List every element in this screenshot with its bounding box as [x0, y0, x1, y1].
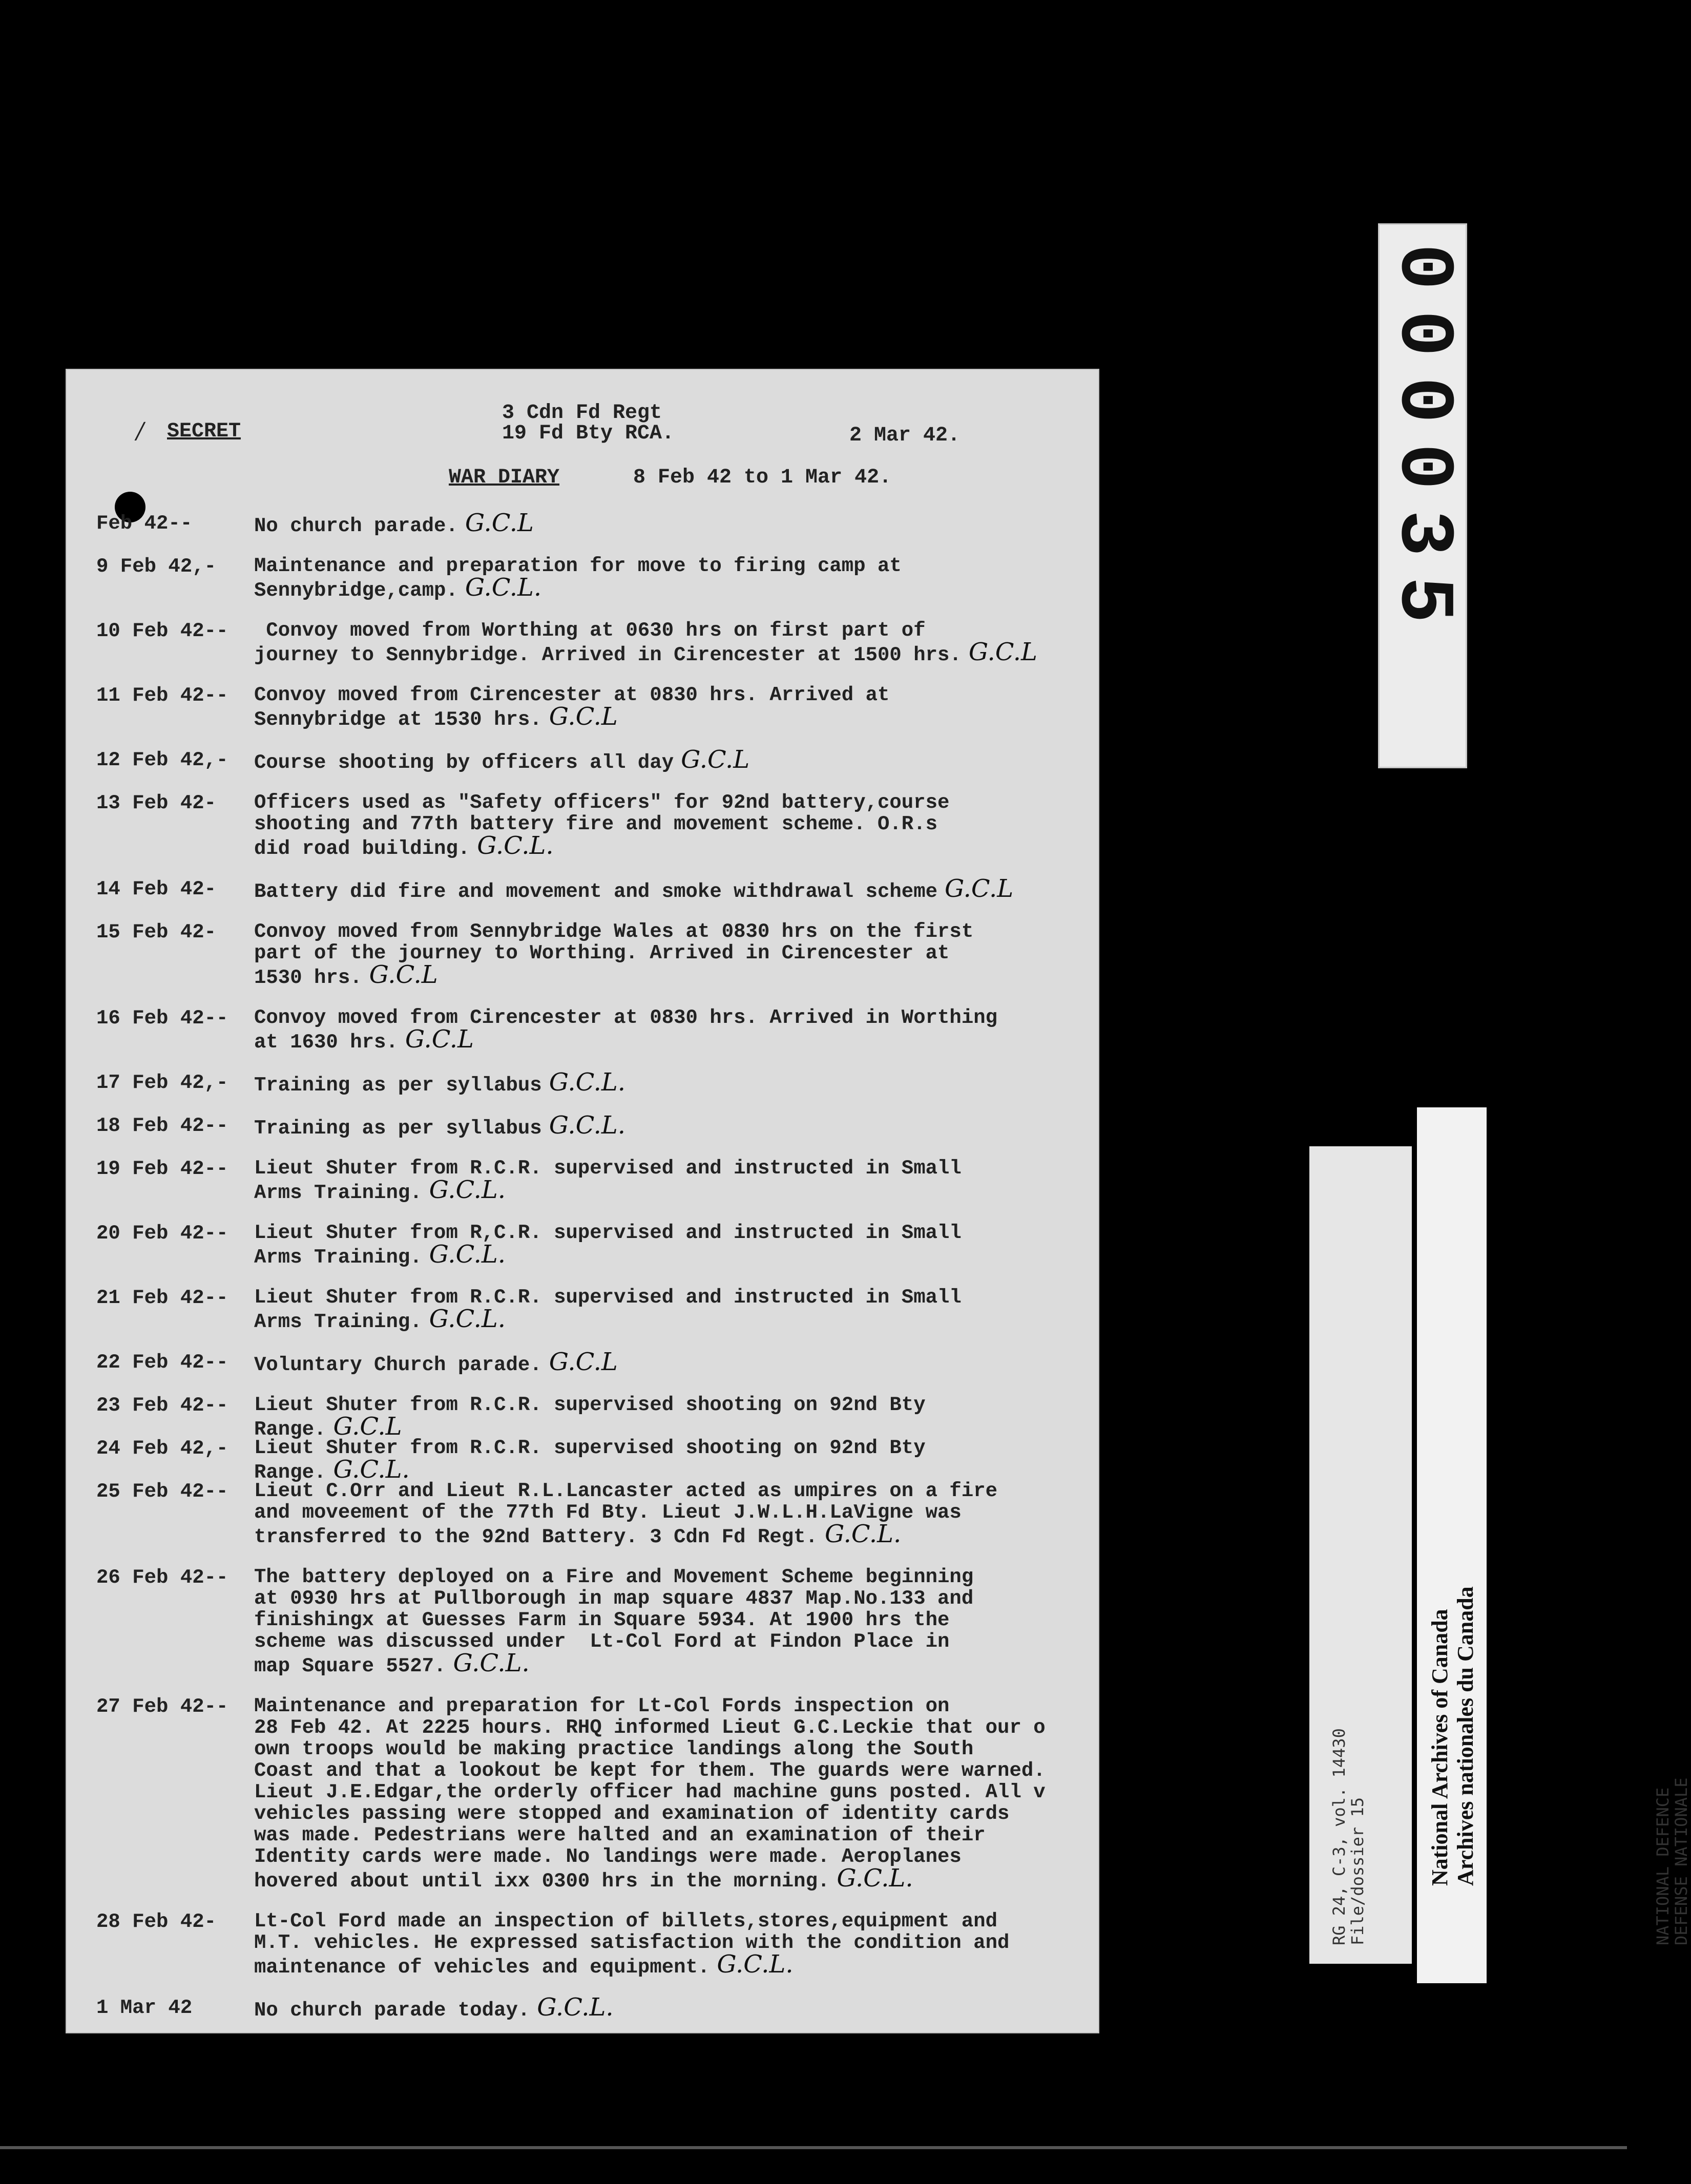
entry-body: Lieut C.Orr and Lieut R.L.Lancaster acted as umpires on a fire and moveement of the 77th Fd Bty. Lieut J.W.L.H.LaVigne was transferred to the 92nd Battery. 3 Cdn Fd Regt. [254, 1480, 998, 1548]
entry-date: 25 Feb 42-- [96, 1480, 228, 1503]
entry-text [254, 1287, 1084, 1333]
entry-body: Lt-Col Ford made an inspection of billets,stores,equipment and M.T. vehicles. He expressed satisfaction with the condition and maintenance of vehicles and equipment. [254, 1910, 1010, 1979]
entry-text [254, 921, 1084, 989]
entry-text [254, 620, 1084, 666]
entry-date: 27 Feb 42-- [96, 1695, 228, 1718]
handwritten-initials: G.C.L [405, 1025, 474, 1054]
handwritten-initials: G.C.L. [537, 1993, 614, 2022]
diary-page [66, 369, 1099, 2033]
entry-date: 20 Feb 42-- [96, 1222, 228, 1245]
entry-body: Lieut Shuter from R.C.R. supervised and instructed in Small Arms Training. [254, 1157, 962, 1204]
archive-ref-line-1: RG 24, C-3, vol. 14430 [1329, 1728, 1349, 1945]
handwritten-initials: G.C.L. [333, 1455, 410, 1484]
entry-body: Convoy moved from Sennybridge Wales at 0830 hrs on the first part of the journey to Worthing. Arrived in Cirencester at 1530 hrs. [254, 920, 974, 989]
entry-text [254, 1068, 1084, 1097]
classification-label: SECRET [167, 420, 241, 443]
entry-text [254, 874, 1084, 903]
unit-line-1: 3 Cdn Fd Regt [502, 402, 662, 425]
entry-date: 19 Feb 42-- [96, 1158, 228, 1180]
entry-text [254, 1695, 1084, 1892]
entry-body: Lieut Shuter from R.C.R. supervised shooting on 92nd Bty Range. [254, 1437, 938, 1484]
diary-period: 8 Feb 42 to 1 Mar 42. [633, 466, 892, 489]
entry-date: Feb 42-- [96, 512, 193, 535]
entry-date: 26 Feb 42-- [96, 1566, 228, 1589]
handwritten-initials: G.C.L. [465, 573, 542, 602]
margin-mark: / [136, 418, 144, 444]
frame-number-stamp [1378, 223, 1467, 768]
entry-text [254, 555, 1084, 601]
handwritten-initials: G.C.L. [429, 1305, 506, 1333]
entry-body: Lieut Shuter from R.C.R. supervised and instructed in Small Arms Training. [254, 1286, 962, 1333]
entry-date: 11 Feb 42-- [96, 684, 228, 707]
entry-date: 21 Feb 42-- [96, 1287, 228, 1309]
entry-text [254, 1480, 1084, 1548]
entry-date: 22 Feb 42-- [96, 1351, 228, 1374]
archive-dept-line-2: DEFENSE NATIONALE [1672, 1777, 1691, 1945]
entry-body: Convoy moved from Cirencester at 0830 hrs. Arrived in Worthing at 1630 hrs. [254, 1006, 998, 1054]
entry-date: 1 Mar 42 [96, 1997, 193, 2019]
entry-date: 14 Feb 42- [96, 878, 217, 900]
archive-name-line-2: Archives nationales du Canada [1453, 1586, 1478, 1886]
entry-text [254, 1910, 1084, 1978]
handwritten-initials: G.C.L. [824, 1520, 902, 1548]
entry-text [254, 1348, 1084, 1376]
entry-body: Maintenance and preparation for move to firing camp at Sennybridge,camp. [254, 555, 902, 602]
entry-text [254, 745, 1084, 774]
frame-number: 000035 [1379, 244, 1466, 644]
handwritten-initials: G.C.L. [477, 831, 554, 860]
entry-date: 17 Feb 42,- [96, 1072, 228, 1094]
report-date: 2 Mar 42. [849, 424, 961, 447]
handwritten-initials: G.C.L [465, 509, 534, 537]
handwritten-initials: G.C.L. [429, 1240, 506, 1269]
entry-text [254, 1437, 1084, 1483]
handwritten-initials: G.C.L [968, 638, 1037, 666]
entry-date: 12 Feb 42,- [96, 749, 228, 771]
handwritten-initials: G.C.L [369, 960, 438, 989]
entry-text [254, 1222, 1084, 1268]
handwritten-initials: G.C.L [945, 874, 1014, 903]
entry-text [254, 1158, 1084, 1204]
entry-text [254, 1111, 1084, 1140]
entry-date: 23 Feb 42-- [96, 1394, 228, 1417]
handwritten-initials: G.C.L. [549, 1068, 625, 1097]
entry-body: Lieut Shuter from R,C.R. supervised and instructed in Small Arms Training. [254, 1222, 962, 1269]
handwritten-initials: G.C.L. [453, 1649, 530, 1677]
entry-text [254, 1007, 1084, 1053]
handwritten-initials: G.C.L [549, 702, 618, 731]
entry-date: 16 Feb 42-- [96, 1007, 228, 1030]
entry-body: Convoy moved from Cirencester at 0830 hrs. Arrived at Sennybridge at 1530 hrs. [254, 684, 890, 731]
entry-text [254, 1566, 1084, 1677]
entry-date: 18 Feb 42-- [96, 1115, 228, 1137]
archive-ref-line-2: File/dossier 15 [1348, 1797, 1367, 1945]
entry-text [254, 1394, 1084, 1440]
archive-name-line-1: National Archives of Canada [1427, 1609, 1452, 1886]
entry-date: 28 Feb 42- [96, 1910, 217, 1933]
handwritten-initials: G.C.L [681, 745, 750, 774]
entry-body: Battery did fire and movement and smoke withdrawal scheme [254, 880, 938, 903]
entry-text [254, 684, 1084, 730]
scan-edge-line [0, 2146, 1627, 2149]
entry-body: Officers used as "Safety officers" for 92nd battery,course shooting and 77th battery fire and movement scheme. O.R.s did road building. [254, 791, 950, 860]
entry-body: Voluntary Church parade. [254, 1354, 542, 1376]
entry-body: No church parade today. [254, 1999, 530, 2022]
entry-text [254, 792, 1084, 859]
handwritten-initials: G.C.L [333, 1412, 402, 1441]
entry-date: 15 Feb 42- [96, 921, 217, 943]
handwritten-initials: G.C.L. [837, 1864, 913, 1893]
handwritten-initials: G.C.L. [549, 1111, 625, 1140]
entry-body: Maintenance and preparation for Lt-Col Fords inspection on 28 Feb 42. At 2225 hours. RHQ informed Lieut G.C.Leckie that our o own troops would be making practice landings along the South Coast and that a lookout be kept for them. The guards were warned. Lieut J.E.Edgar,the orderly officer had machine guns posted. All v vehicles passing were stopped and examination of identity cards was made. Pedestrians were halted and an examination of their Identity cards were made. No landings were made. Aeroplanes hovered about until ixx 0300 hrs in the morning. [254, 1695, 1046, 1893]
archive-name-label [1417, 1107, 1487, 1983]
entry-body: Convoy moved from Worthing at 0630 hrs on first part of journey to Sennybridge. Arrived in Cirencester at 1500 hrs. [254, 619, 962, 666]
entry-date: 13 Feb 42- [96, 792, 217, 814]
entry-text [254, 509, 1084, 537]
entry-text [254, 1993, 1084, 2022]
entry-date: 9 Feb 42,- [96, 555, 217, 578]
handwritten-initials: G.C.L. [717, 1950, 794, 1979]
entry-body: The battery deployed on a Fire and Movement Scheme beginning at 0930 hrs at Pullborough in map square 4837 Map.No.133 and finishingx at Guesses Farm in Square 5934. At 1900 hrs the scheme was discussed under Lt-Col Ford at Findon Place in map Square 5527. [254, 1566, 974, 1677]
diary-title: WAR DIARY [449, 466, 560, 489]
handwritten-initials: G.C.L [549, 1348, 618, 1376]
entry-date: 24 Feb 42,- [96, 1437, 228, 1460]
entry-date: 10 Feb 42-- [96, 620, 228, 642]
entry-body: Course shooting by officers all day [254, 751, 674, 774]
archive-dept-line-1: NATIONAL DEFENCE [1653, 1787, 1673, 1945]
unit-line-2: 19 Fd Bty RCA. [502, 422, 675, 445]
entry-body: Lieut Shuter from R.C.R. supervised shooting on 92nd Bty Range. [254, 1394, 938, 1441]
entry-body: Training as per syllabus [254, 1074, 542, 1097]
handwritten-initials: G.C.L. [429, 1175, 506, 1204]
entry-body: Training as per syllabus [254, 1117, 542, 1140]
entry-body: No church parade. [254, 515, 458, 537]
